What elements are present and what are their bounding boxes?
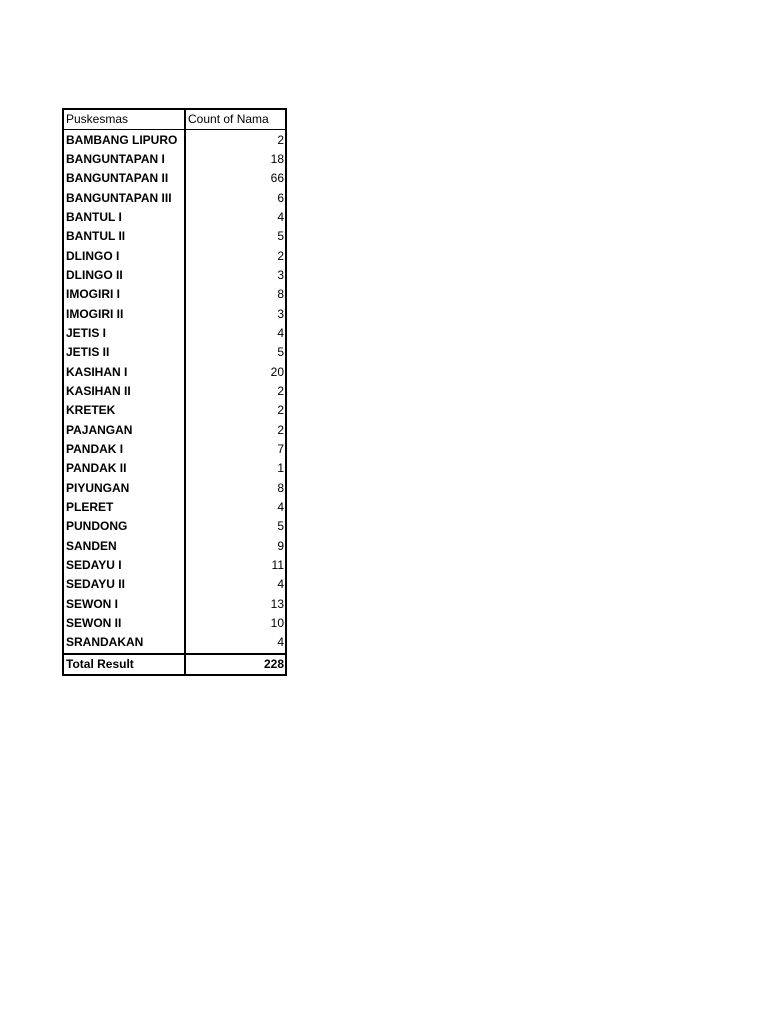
puskesmas-cell: BANTUL II (63, 227, 185, 246)
header-row (63, 109, 286, 130)
table-row (63, 401, 286, 420)
puskesmas-cell: BAMBANG LIPURO (63, 130, 185, 150)
puskesmas-cell: PAJANGAN (63, 421, 185, 440)
table-row (63, 575, 286, 594)
count-cell: 10 (270, 616, 284, 631)
count-cell: 5 (277, 229, 284, 244)
puskesmas-cell: SEDAYU II (63, 575, 185, 594)
puskesmas-cell: JETIS I (63, 324, 185, 343)
puskesmas-cell: SEWON I (63, 595, 185, 614)
table-row (63, 285, 286, 304)
total-label: Total Result (63, 654, 185, 675)
puskesmas-cell: BANGUNTAPAN II (63, 169, 185, 188)
table-row (63, 130, 286, 150)
count-cell: 4 (277, 325, 284, 340)
total-value: 228 (185, 654, 286, 675)
table-row (63, 633, 286, 653)
table-row (63, 479, 286, 498)
count-cell: 4 (277, 500, 284, 515)
puskesmas-cell: DLINGO II (63, 266, 185, 285)
count-cell: 2 (277, 248, 284, 263)
count-cell: 2 (277, 132, 284, 147)
table-row (63, 498, 286, 517)
count-cell: 7 (277, 442, 284, 457)
table-row (63, 208, 286, 227)
puskesmas-cell: PIYUNGAN (63, 479, 185, 498)
puskesmas-cell: BANTUL I (63, 208, 185, 227)
header-puskesmas: Puskesmas (63, 109, 185, 130)
count-cell: 8 (277, 480, 284, 495)
puskesmas-cell: SEDAYU I (63, 556, 185, 575)
count-cell: 1 (277, 461, 284, 476)
total-row (63, 654, 286, 675)
count-cell: 4 (277, 577, 284, 592)
count-cell: 5 (277, 345, 284, 360)
table-row (63, 246, 286, 265)
puskesmas-cell: BANGUNTAPAN I (63, 150, 185, 169)
table-row (63, 188, 286, 207)
table-row (63, 382, 286, 401)
count-cell: 2 (277, 383, 284, 398)
puskesmas-cell: PANDAK I (63, 440, 185, 459)
puskesmas-cell: IMOGIRI II (63, 304, 185, 323)
table-row (63, 343, 286, 362)
table-row (63, 614, 286, 633)
count-cell: 20 (270, 364, 284, 379)
table-row (63, 556, 286, 575)
puskesmas-cell: IMOGIRI I (63, 285, 185, 304)
puskesmas-cell: KRETEK (63, 401, 185, 420)
puskesmas-cell: KASIHAN II (63, 382, 185, 401)
count-cell: 11 (271, 558, 284, 573)
table-row (63, 266, 286, 285)
table-row (63, 517, 286, 536)
count-cell: 18 (270, 151, 284, 166)
header-count-of-nama: Count of Nama (185, 109, 286, 130)
puskesmas-cell: SANDEN (63, 537, 185, 556)
table-body (63, 130, 286, 654)
pivot-table (62, 108, 287, 676)
count-cell: 3 (277, 306, 284, 321)
table-row (63, 362, 286, 381)
table-row (63, 595, 286, 614)
table-row (63, 537, 286, 556)
count-cell: 2 (277, 403, 284, 418)
puskesmas-cell: PLERET (63, 498, 185, 517)
puskesmas-cell: SRANDAKAN (63, 633, 185, 653)
table-row (63, 150, 286, 169)
puskesmas-cell: DLINGO I (63, 246, 185, 265)
puskesmas-cell: SEWON II (63, 614, 185, 633)
table-row (63, 304, 286, 323)
puskesmas-cell: PANDAK II (63, 459, 185, 478)
count-cell: 66 (270, 171, 284, 186)
table-row (63, 421, 286, 440)
count-cell: 4 (277, 635, 284, 650)
count-cell: 6 (277, 190, 284, 205)
puskesmas-cell: JETIS II (63, 343, 185, 362)
count-cell: 13 (270, 596, 284, 611)
puskesmas-cell: KASIHAN I (63, 362, 185, 381)
count-cell: 9 (277, 538, 284, 553)
table-row (63, 169, 286, 188)
table-row (63, 440, 286, 459)
puskesmas-cell: PUNDONG (63, 517, 185, 536)
count-cell: 5 (277, 519, 284, 534)
count-cell: 3 (277, 267, 284, 282)
count-cell: 4 (277, 209, 284, 224)
count-cell: 2 (277, 422, 284, 437)
table-row (63, 227, 286, 246)
table-row (63, 459, 286, 478)
table-row (63, 324, 286, 343)
puskesmas-cell: BANGUNTAPAN III (63, 188, 185, 207)
count-cell: 8 (277, 287, 284, 302)
